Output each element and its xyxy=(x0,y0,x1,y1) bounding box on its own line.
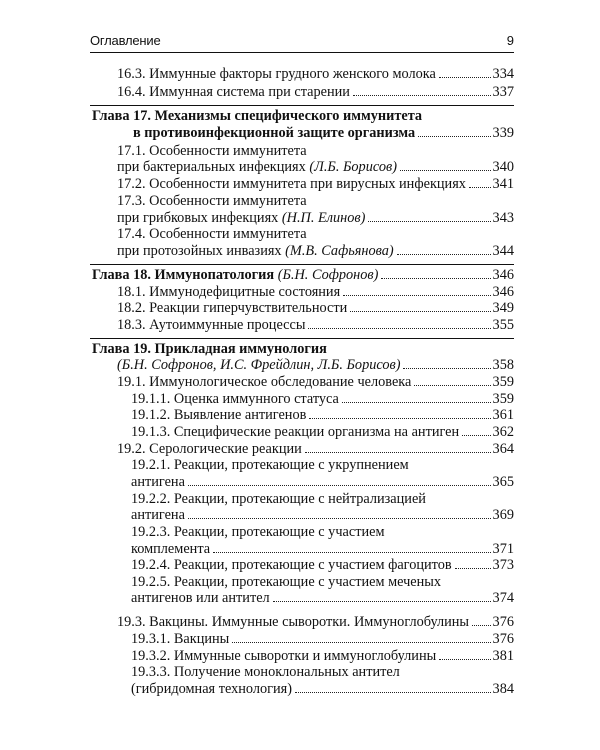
toc-author: (Н.П. Елинов) xyxy=(281,210,366,226)
toc-entry xyxy=(117,441,514,458)
toc-entry-title: 19.2.5. Реакции, протекающие с участием меченых xyxy=(131,574,442,590)
toc-page-number: 376 xyxy=(492,614,514,630)
toc-entry xyxy=(117,300,514,317)
toc-page-number: 376 xyxy=(492,631,514,647)
dot-leader xyxy=(295,692,491,693)
chapter-heading: Глава 19. Прикладная иммунология xyxy=(92,341,327,357)
dot-leader xyxy=(397,254,491,255)
dot-leader xyxy=(439,77,491,78)
toc-entry-title: 19.1.1. Оценка иммунного статуса xyxy=(131,391,339,407)
dot-leader xyxy=(353,95,491,96)
toc-entry-title: 17.1. Особенности иммунитета xyxy=(117,143,307,159)
toc-page-number: 384 xyxy=(492,681,514,697)
dot-leader xyxy=(462,435,490,436)
toc-entry xyxy=(117,66,514,83)
toc-entry xyxy=(131,541,514,558)
toc-page-number: 343 xyxy=(492,210,514,226)
toc-entry xyxy=(92,267,514,284)
toc-entry xyxy=(131,407,514,424)
toc-entry-title: антигена xyxy=(131,474,185,490)
section-divider xyxy=(90,338,514,339)
dot-leader xyxy=(400,170,491,171)
toc-page-number: 371 xyxy=(492,541,514,557)
toc-entry-title: при протозойных инвазиях xyxy=(117,243,282,259)
toc-page-number: 344 xyxy=(492,243,514,259)
toc-page-number: 346 xyxy=(492,267,514,283)
toc-entry-title: 19.1. Иммунологическое обследование человека xyxy=(117,374,412,390)
toc-entry xyxy=(117,614,514,631)
toc-entry-title: при бактериальных инфекциях xyxy=(117,159,306,175)
toc-page-number: 369 xyxy=(492,507,514,523)
toc-entry-title: 18.3. Аутоиммунные процессы xyxy=(117,317,306,333)
toc-page-number: 355 xyxy=(492,317,514,333)
toc-entry-title: 19.3.3. Получение моноклональных антител xyxy=(131,664,400,680)
toc-page-number: 334 xyxy=(492,66,514,82)
toc-page-number: 364 xyxy=(492,441,514,457)
toc-author: (М.В. Сафьянова) xyxy=(285,243,394,259)
toc-page-number: 362 xyxy=(492,424,514,440)
toc-page-number: 339 xyxy=(492,125,514,141)
toc-entry xyxy=(117,317,514,334)
toc-entry-title: 17.4. Особенности иммунитета xyxy=(117,226,307,242)
toc-page-number: 359 xyxy=(492,391,514,407)
dot-leader xyxy=(232,642,490,643)
toc-entry-title: 19.2.1. Реакции, протекающие с укрупнением xyxy=(131,457,409,473)
dot-leader xyxy=(439,659,490,660)
toc-entry-title: 17.2. Особенности иммунитета при вирусных инфекциях xyxy=(117,176,466,192)
toc-entry xyxy=(117,159,514,176)
toc-entry xyxy=(131,590,514,607)
toc-entry xyxy=(117,284,514,301)
dot-leader xyxy=(309,418,490,419)
dot-leader xyxy=(368,221,490,222)
running-header xyxy=(90,33,514,49)
toc-entry xyxy=(117,210,514,227)
toc-entry xyxy=(117,357,514,374)
toc-entry-title: 16.4. Иммунная система при старении xyxy=(117,84,350,100)
chapter-heading: Глава 18. Иммунопатология xyxy=(92,267,275,283)
toc-entry-title: 19.3.2. Иммунные сыворотки и иммуноглобулины xyxy=(131,648,437,664)
toc-page-number: 361 xyxy=(492,407,514,423)
toc-entry xyxy=(131,681,514,698)
toc-entry-title: 19.1.2. Выявление антигенов xyxy=(131,407,307,423)
toc-entry-title: 19.2. Серологические реакции xyxy=(117,441,302,457)
toc-entry-title: 18.2. Реакции гиперчувствительности xyxy=(117,300,348,316)
toc-page-number: 340 xyxy=(492,159,514,175)
toc-entry-title: 19.3.1. Вакцины xyxy=(131,631,230,647)
toc-entry-title: комплемента xyxy=(131,541,211,557)
dot-leader xyxy=(455,568,491,569)
header-rule xyxy=(90,52,514,53)
dot-leader xyxy=(343,295,490,296)
toc-entry xyxy=(131,474,514,491)
dot-leader xyxy=(469,187,491,188)
toc-entry-title: 18.1. Иммунодефицитные состояния xyxy=(117,284,341,300)
toc-page-number: 358 xyxy=(492,357,514,373)
toc-entry xyxy=(117,374,514,391)
toc-entry xyxy=(131,391,514,408)
toc-page-number: 346 xyxy=(492,284,514,300)
section-divider xyxy=(90,105,514,106)
toc-entry-title: (гибридомная технология) xyxy=(131,681,292,697)
toc-entry-title: 16.3. Иммунные факторы грудного женского молока xyxy=(117,66,436,82)
toc-author: (Б.Н. Софронов, И.С. Фрейдлин, Л.Б. Борисов) xyxy=(117,357,401,373)
dot-leader xyxy=(403,368,490,369)
toc-page-number: 381 xyxy=(492,648,514,664)
toc-entry-title: 17.3. Особенности иммунитета xyxy=(117,193,307,209)
toc-page-number: 373 xyxy=(492,557,514,573)
toc-page-number: 374 xyxy=(492,590,514,606)
dot-leader xyxy=(418,136,490,137)
dot-leader xyxy=(305,452,491,453)
toc-entry-title: 19.1.3. Специфические реакции организма на антиген xyxy=(131,424,460,440)
dot-leader xyxy=(414,385,490,386)
toc-entry-title: в противоинфекционной защите организма xyxy=(133,125,416,141)
toc-entry-title: 19.2.2. Реакции, протекающие с нейтрализацией xyxy=(131,491,426,507)
toc-page-number: 349 xyxy=(492,300,514,316)
dot-leader xyxy=(213,552,490,553)
toc-author: (Б.Н. Софронов) xyxy=(277,267,379,283)
section-divider xyxy=(90,264,514,265)
toc-entry xyxy=(131,631,514,648)
toc-entry-title: антигенов или антител xyxy=(131,590,270,606)
toc-entry xyxy=(117,84,514,101)
dot-leader xyxy=(188,518,491,519)
toc-page-number: 359 xyxy=(492,374,514,390)
dot-leader xyxy=(350,311,490,312)
toc-entry-title: 19.3. Вакцины. Иммунные сыворотки. Иммуноглобулины xyxy=(117,614,470,630)
toc-entry-title: при грибковых инфекциях xyxy=(117,210,279,226)
toc-entry xyxy=(117,243,514,260)
toc-entry-title: 19.2.4. Реакции, протекающие с участием фагоцитов xyxy=(131,557,452,573)
toc-entry xyxy=(133,125,514,142)
toc-entry-title: 19.2.3. Реакции, протекающие с участием xyxy=(131,524,385,540)
toc-page-number: 341 xyxy=(492,176,514,192)
toc-entry xyxy=(131,648,514,665)
toc-entry xyxy=(117,176,514,193)
toc-entry xyxy=(131,507,514,524)
dot-leader xyxy=(472,625,491,626)
dot-leader xyxy=(188,485,491,486)
toc-author: (Л.Б. Борисов) xyxy=(309,159,397,175)
dot-leader xyxy=(342,402,491,403)
header-section-title: Оглавление xyxy=(90,33,161,48)
toc-entry xyxy=(131,424,514,441)
toc-entry xyxy=(131,557,514,574)
header-page-number: 9 xyxy=(506,33,514,48)
dot-leader xyxy=(273,601,491,602)
chapter-heading: Глава 17. Механизмы специфического иммунитета xyxy=(92,108,423,124)
toc-entry-title: антигена xyxy=(131,507,185,523)
toc-page-number: 365 xyxy=(492,474,514,490)
toc-page-number: 337 xyxy=(492,84,514,100)
dot-leader xyxy=(308,328,490,329)
dot-leader xyxy=(381,278,490,279)
